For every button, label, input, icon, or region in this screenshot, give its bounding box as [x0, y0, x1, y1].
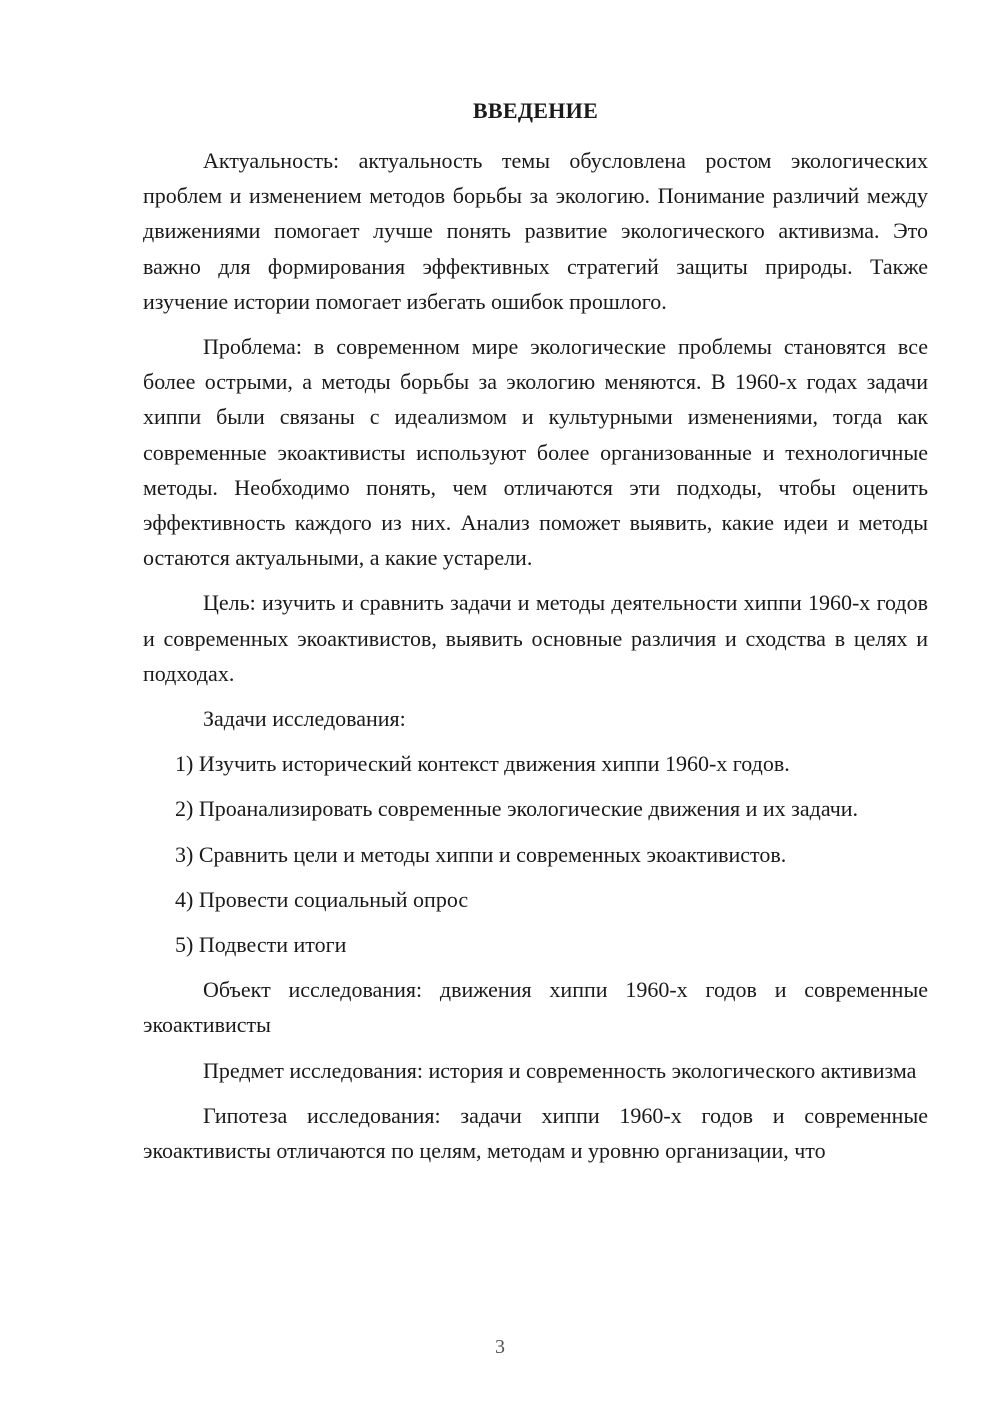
paragraph-relevance: Актуальность: актуальность темы обусловлена ростом экологических проблем и изменением методов борьбы за экологию. Понимание различий между движениями помогает лучше понять развитие экологического активизма. Это важно для формирования эффективных стратегий защиты природы. Также изучение истории помогает избегать ошибок прошлого.	[143, 148, 928, 314]
paragraph-subject: Предмет исследования: история и современность экологического активизма	[203, 1057, 917, 1083]
paragraph-goal: Цель: изучить и сравнить задачи и методы деятельности хиппи 1960‑х годов и современных экоактивистов, выявить основные различия и сходства в целях и подходах.	[143, 590, 928, 686]
paragraph-tasks-heading: Задачи исследования:	[203, 706, 406, 732]
document-body	[143, 143, 928, 1178]
page-title: ВВЕДЕНИЕ	[472, 98, 599, 123]
task-item-4: 4) Провести социальный опрос	[175, 886, 469, 912]
task-item-1: 1) Изучить исторический контекст движения хиппи 1960‑х годов.	[175, 751, 790, 777]
task-item-5: 5) Подвести итоги	[175, 932, 347, 958]
task-item-3: 3) Сравнить цели и методы хиппи и современных экоактивистов.	[175, 841, 787, 867]
page-number: 3	[495, 1336, 505, 1358]
task-item-2: 2) Проанализировать современные экологические движения и их задачи.	[175, 796, 859, 822]
paragraph-object: Объект исследования: движения хиппи 1960‑х годов и современные экоактивисты	[143, 977, 928, 1038]
paragraph-problem: Проблема: в современном мире экологические проблемы становятся все более острыми, а методы борьбы за экологию меняются. В 1960‑х годах задачи хиппи были связаны с идеализмом и культурными изменениями, тогда как современные экоактивисты используют более организованные и технологичные методы. Необходимо понять, чем отличаются эти подходы, чтобы оценить эффективность каждого из них. Анализ поможет выявить, какие идеи и методы остаются актуальными, а какие устарели.	[143, 334, 928, 571]
paragraph-hypothesis: Гипотеза исследования: задачи хиппи 1960‑х годов и современные экоактивисты отличаются по целям, методам и уровню организации, что	[143, 1102, 928, 1164]
